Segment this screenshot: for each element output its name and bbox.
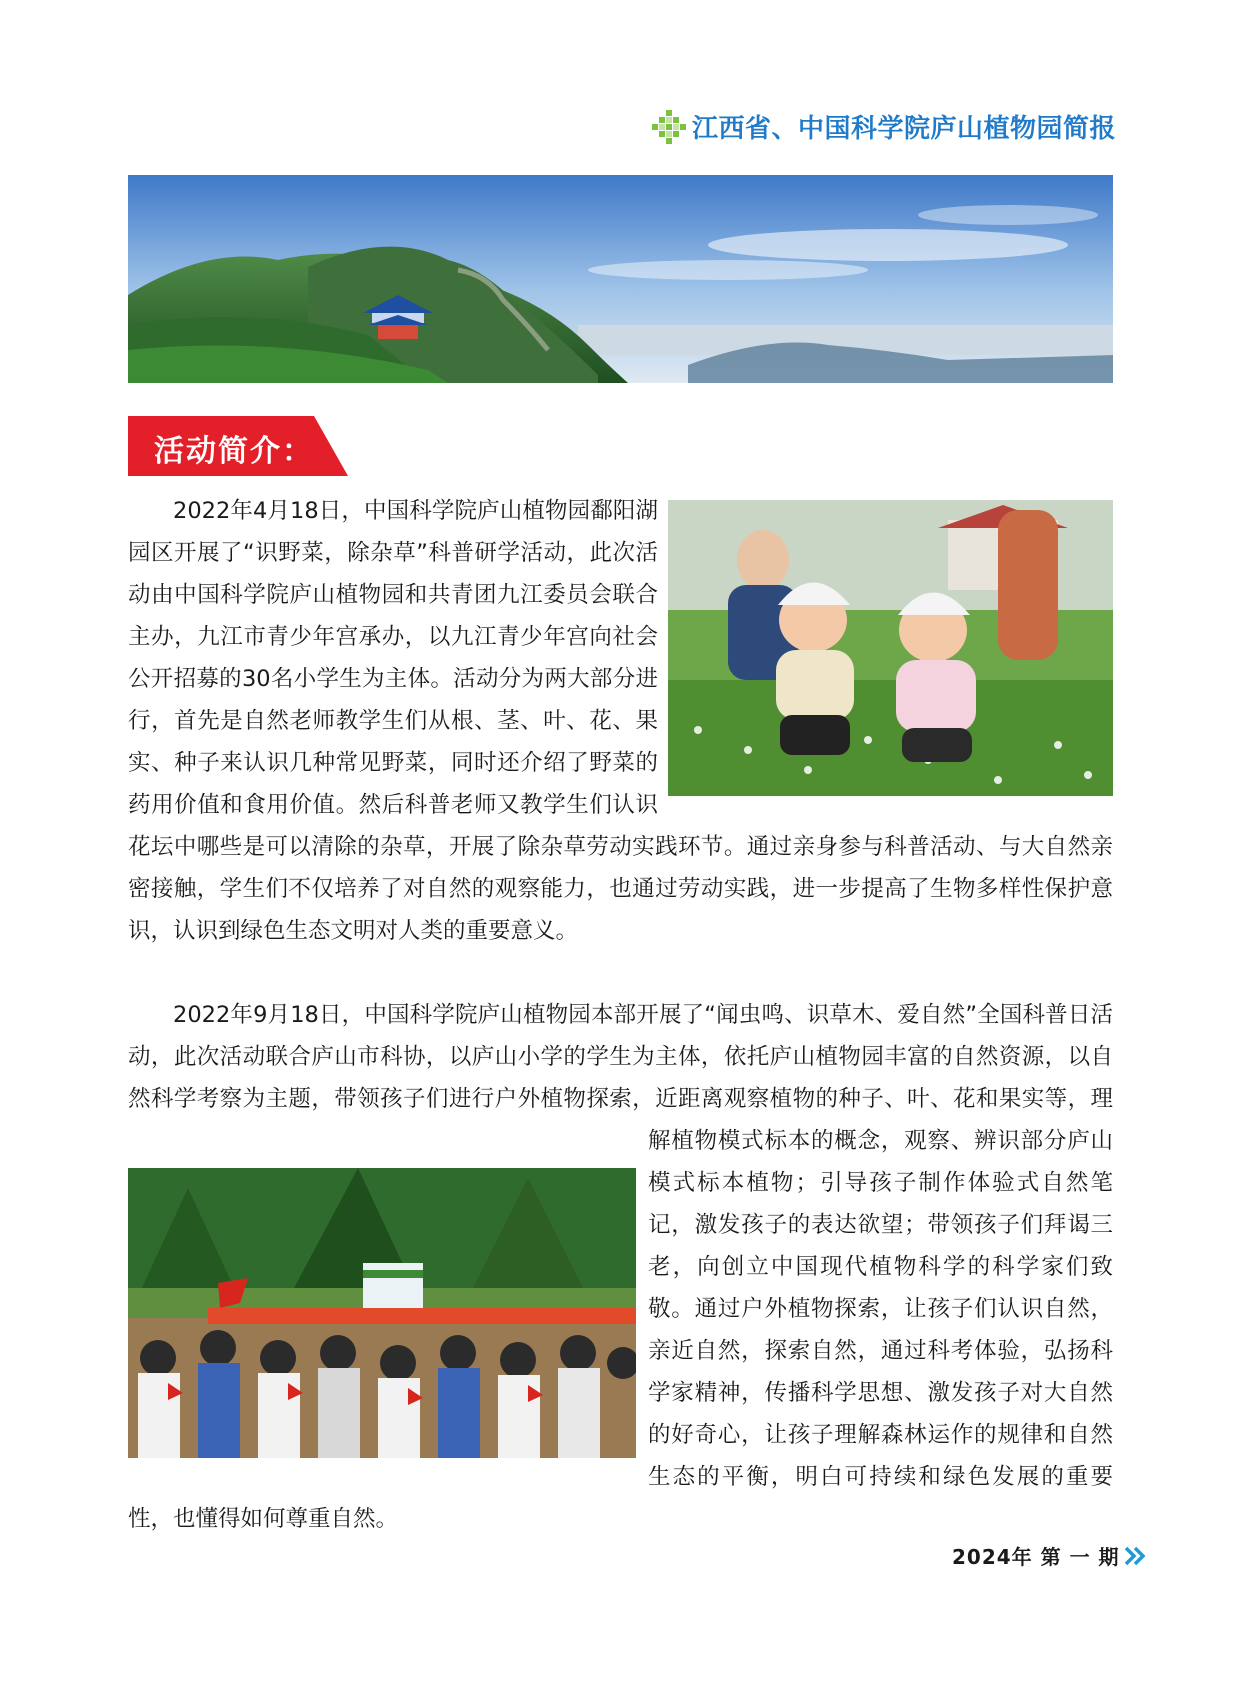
section-heading [128, 416, 348, 476]
page-footer [952, 1541, 1148, 1570]
paragraph-1-text: 2022年4月18日，中国科学院庐山植物园鄱阳湖园区开展了“识野菜，除杂草”科普研学活动，此次活动由中国科学院庐山植物园和共青团九江委员会联合主办，九江市青少年宫承办，以九江青少年宫向社会公开招募的30名小学生为主体。活动分为两大部分进行，首先是自然老师教学生们从根、茎、叶、花、果实、种子来认识几种常见野菜，同时还介绍了野菜的药用价值和食用价值。然后科普老师又教学生们认识花坛中哪些是可以清除的杂草，开展了除杂草劳动实践环节。通过亲身参与科普活动、与大自然亲密接触，学生们不仅培养了对自然的观察能力，也通过劳动实践，进一步提高了生物多样性保护意识，认识到绿色生态文明对人类的重要意义。 [128, 498, 1113, 944]
photo-children-observing-plants [668, 500, 1113, 796]
banner-image [128, 175, 1113, 383]
green-checker-logo-icon [652, 110, 686, 144]
paragraph-2-text: 2022年9月18日，中国科学院庐山植物园本部开展了“闻虫鸣、识草木、爱自然”全国科普日活动，此次活动联合庐山市科协，以庐山小学的学生为主体，依托庐山植物园丰富的自然资源，以自然科学考察为主题，带领孩子们进行户外植物探索，近距离观察植物的种子、叶、花和果实等，理解植物模式标本的概念，观察、辨识部分庐山模式标本植物；引导孩子制作体验式自然笔记，激发孩子的表达欲望；带领孩子们拜谒三老，向创立中国现代植物科学的科学家们致敬。通过户外植物探索，让孩子们认识自然，亲近自然，探索自然，通过科考体验，弘扬科学家精神，传播科学思想、激发孩子对大自然的好奇心，让孩子理解森林运作的规律和自然生态的平衡，明白可持续和绿色发展的重要性，也懂得如何尊重自然。 [128, 1002, 1113, 1532]
activity-paragraph-2 [128, 994, 1113, 1540]
photo-students-science-day [128, 1168, 636, 1458]
bulletin-title: 江西省、中国科学院庐山植物园简报 [692, 114, 1117, 144]
activity-paragraph-1 [128, 490, 1113, 952]
double-chevron-right-icon [1124, 1546, 1148, 1566]
page-header [652, 108, 1116, 145]
issue-label: 2024年 第 一 期 [952, 1545, 1120, 1569]
section-heading-text: 活动简介： [154, 434, 314, 469]
